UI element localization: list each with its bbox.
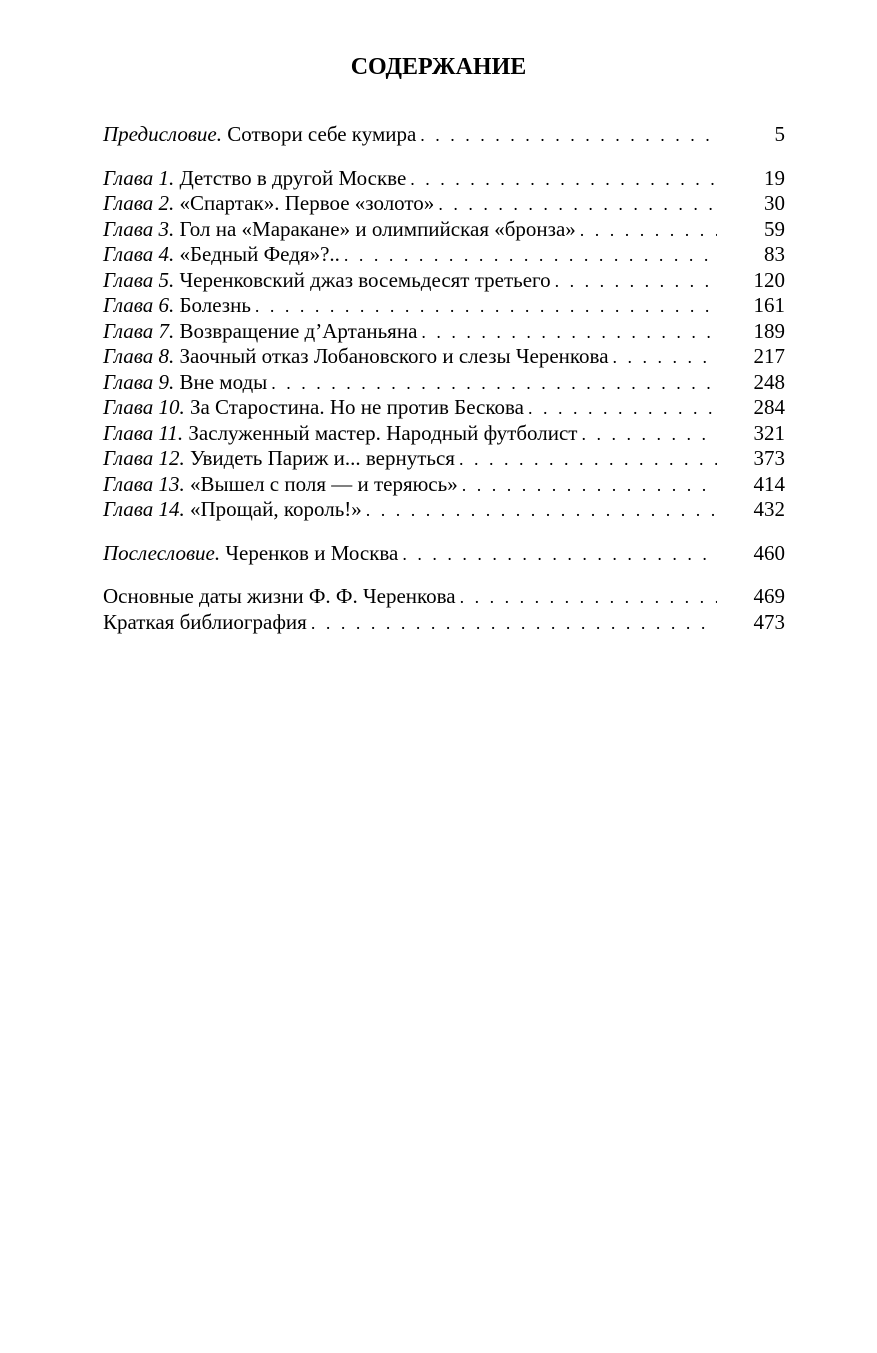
toc-entry-text: Основные даты жизни Ф. Ф. Черенкова — [103, 584, 456, 608]
toc-page-number: 432 — [753, 497, 785, 521]
toc-page-number: 5 — [774, 122, 785, 146]
toc-entry-title — [103, 293, 251, 319]
toc-entry-prefix: Глава 1. — [103, 165, 175, 190]
dot-leader — [438, 192, 717, 218]
dot-leader — [460, 585, 717, 611]
toc-entry-text: Детство в другой Москве — [174, 165, 407, 190]
toc-entry-prefix: Глава 6. — [103, 293, 175, 317]
toc-entry-text: Заслуженный мастер. Народный футболист — [183, 420, 578, 445]
toc-entry — [103, 610, 785, 636]
dot-leader — [410, 167, 717, 193]
toc-entry — [103, 497, 785, 523]
toc-entry-text: Черенков и Москва — [220, 540, 399, 565]
toc-entry-title — [103, 472, 458, 498]
toc-entry — [103, 293, 785, 319]
toc-entry-text: «Вышел с поля — и теряюсь» — [184, 471, 458, 496]
toc-page-number: 120 — [753, 267, 785, 292]
toc-entry — [103, 541, 785, 567]
toc-entry-prefix: Глава 14. — [103, 497, 185, 521]
dot-leader — [459, 447, 717, 473]
toc-entry-text: Гол на «Маракане» и олимпийская «бронза» — [174, 216, 576, 241]
toc-entry-text: Сотвори себе кумира — [222, 122, 417, 146]
toc-entry-title — [103, 242, 340, 268]
toc-entry — [103, 242, 785, 268]
toc-group — [103, 541, 785, 567]
toc-entry — [103, 268, 785, 294]
toc-entry-prefix: Глава 12. — [103, 446, 185, 470]
toc-entry-text: Болезнь — [174, 293, 251, 317]
toc-entry-text: За Старостина. Но не против Бескова — [184, 395, 524, 419]
dot-leader — [420, 123, 717, 149]
toc-group — [103, 166, 785, 523]
toc-page-number: 83 — [764, 242, 785, 266]
toc-entry-title — [103, 446, 455, 472]
toc-entry — [103, 122, 785, 148]
toc-entry — [103, 421, 785, 447]
toc-entry-text: Увидеть Париж и... вернуться — [184, 446, 455, 470]
toc-entry-title — [103, 395, 524, 421]
dot-leader — [271, 371, 717, 397]
toc-entry-text: «Прощай, король!» — [184, 497, 362, 521]
toc-entry-text: Вне моды — [174, 369, 268, 394]
dot-leader — [255, 294, 717, 320]
toc-entry-prefix: Глава 8. — [103, 344, 175, 368]
toc-page-number: 284 — [753, 395, 785, 419]
toc-page-number: 473 — [753, 609, 785, 634]
toc-entry-title — [103, 166, 406, 192]
toc-entry-title — [103, 344, 609, 370]
toc-entry-prefix: Предисловие. — [103, 122, 223, 146]
dot-leader — [581, 422, 717, 448]
toc-entry-title — [103, 421, 577, 447]
toc-page-number: 59 — [764, 216, 785, 241]
toc-entry-title — [103, 217, 576, 243]
toc-entry-title — [103, 191, 434, 217]
toc-entry-prefix: Глава 11. — [103, 420, 184, 445]
toc-entry-title — [103, 497, 362, 523]
dot-leader — [462, 473, 717, 499]
toc-entry-title — [103, 584, 456, 610]
toc-page-number: 321 — [753, 420, 785, 445]
dot-leader — [402, 542, 717, 568]
toc-entry-prefix: Глава 10. — [103, 395, 185, 419]
toc-entry-prefix: Послесловие. — [103, 540, 221, 565]
toc-entry-title — [103, 122, 416, 148]
toc-page-number: 469 — [753, 584, 785, 608]
toc-page-number: 414 — [753, 471, 785, 496]
toc-entry-text: Заочный отказ Лобановского и слезы Черенкова — [174, 344, 609, 368]
toc-page-number: 189 — [753, 318, 785, 343]
toc-entry — [103, 472, 785, 498]
toc-entry-text: Черенковский джаз восемьдесят третьего — [174, 267, 551, 292]
toc-entry-title — [103, 268, 551, 294]
toc-page-number: 248 — [753, 369, 785, 394]
dot-leader — [580, 218, 717, 244]
toc-entry — [103, 319, 785, 345]
toc-entry — [103, 191, 785, 217]
toc-entry — [103, 344, 785, 370]
toc-entry-text: «Бедный Федя»?.. — [174, 242, 340, 266]
toc-entry-title — [103, 541, 398, 567]
toc-group — [103, 122, 785, 148]
dot-leader — [344, 243, 717, 269]
toc-entry-prefix: Глава 13. — [103, 471, 185, 496]
dot-leader — [555, 269, 717, 295]
toc-entry-title — [103, 370, 267, 396]
dot-leader — [613, 345, 717, 371]
toc-entry-prefix: Глава 5. — [103, 267, 175, 292]
dot-leader — [311, 611, 717, 637]
toc-group — [103, 584, 785, 635]
table-of-contents — [103, 122, 785, 653]
toc-entry — [103, 370, 785, 396]
toc-entry-title — [103, 610, 307, 636]
toc-entry — [103, 166, 785, 192]
toc-page-number: 161 — [753, 293, 785, 317]
toc-entry-text: Краткая библиография — [103, 609, 307, 634]
toc-entry — [103, 217, 785, 243]
toc-page-number: 30 — [764, 191, 785, 215]
toc-entry — [103, 395, 785, 421]
dot-leader — [366, 498, 717, 524]
dot-leader — [421, 320, 717, 346]
toc-page-number: 373 — [753, 446, 785, 470]
toc-entry-text: Возвращение д’Артаньяна — [174, 318, 418, 343]
toc-entry-prefix: Глава 4. — [103, 242, 175, 266]
toc-entry-title — [103, 319, 417, 345]
page-title: СОДЕРЖАНИЕ — [350, 54, 527, 80]
toc-entry-prefix: Глава 2. — [103, 191, 175, 215]
toc-entry-prefix: Глава 3. — [103, 216, 175, 241]
toc-page-number: 19 — [764, 165, 785, 190]
toc-entry — [103, 446, 785, 472]
dot-leader — [528, 396, 717, 422]
toc-entry-prefix: Глава 7. — [103, 318, 175, 343]
toc-page-number: 460 — [753, 540, 785, 565]
toc-entry-prefix: Глава 9. — [103, 369, 175, 394]
toc-entry — [103, 584, 785, 610]
toc-page-number: 217 — [753, 344, 785, 368]
toc-entry-text: «Спартак». Первое «золото» — [174, 191, 435, 215]
